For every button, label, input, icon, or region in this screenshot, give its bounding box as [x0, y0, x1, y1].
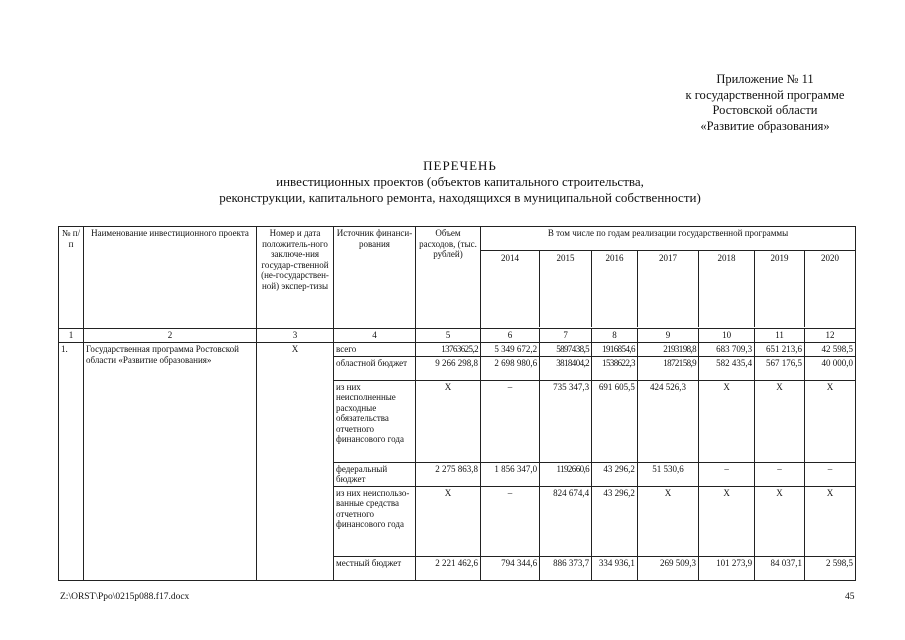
row-year-value: 43 296,2 [592, 462, 638, 486]
row-source: федеральный бюджет [334, 462, 416, 486]
column-number: 2 [84, 329, 257, 343]
project-number: 1. [59, 343, 84, 581]
row-year-value: Х [805, 380, 856, 462]
header-years-group [481, 227, 856, 329]
column-number: 7 [540, 329, 592, 343]
column-number: 6 [481, 329, 540, 343]
row-year-value: 2 598,5 [805, 556, 856, 580]
appendix-line: Ростовской области [712, 103, 818, 117]
footer-page-number: 45 [845, 592, 855, 602]
header-years-caption: В том числе по годам реализации государственной программы [481, 227, 855, 251]
header-year: 2015 [540, 251, 592, 327]
project-name: Государственная программа Ростовской области «Развитие образования» [84, 343, 257, 581]
footer-file-path: Z:\ORST\Ppo\0215p088.f17.docx [60, 592, 190, 602]
appendix-line: «Развитие образования» [700, 118, 830, 133]
row-year-value: 651 213,6 [755, 343, 805, 357]
row-year-value: 1872158,9 [637, 356, 698, 380]
column-number: 9 [637, 329, 698, 343]
row-volume: 2 275 863,8 [416, 462, 481, 486]
row-volume: Х [416, 486, 481, 556]
row-year-value: 691 605,5 [592, 380, 638, 462]
column-number: 4 [334, 329, 416, 343]
row-source: областной бюджет [334, 356, 416, 380]
column-number: 3 [257, 329, 334, 343]
row-volume: 9 266 298,8 [416, 356, 481, 380]
row-year-value: 40 000,0 [805, 356, 856, 380]
row-year-value: 2193198,8 [637, 343, 698, 357]
row-year-value: 269 509,3 [637, 556, 698, 580]
row-year-value: 582 435,4 [699, 356, 755, 380]
row-source: из них неисполненные расходные обязательства отчетного финансового года [334, 380, 416, 462]
appendix-line: Приложение № 11 [716, 72, 814, 86]
row-year-value: 1538622,3 [592, 356, 638, 380]
row-year-value: Х [699, 380, 755, 462]
header-year: 2014 [481, 251, 540, 327]
row-year-value: 43 296,2 [592, 486, 638, 556]
column-number: 11 [755, 329, 805, 343]
header-years-row [481, 251, 855, 327]
row-year-value: 424 526,3 [637, 380, 698, 462]
row-year-value: 567 176,5 [755, 356, 805, 380]
header-name: Наименование инвестиционного проекта [84, 227, 257, 329]
title-line: инвестиционных проектов (объектов капитального строительства, [276, 174, 644, 189]
row-year-value: 735 347,3 [540, 380, 592, 462]
row-year-value: Х [805, 486, 856, 556]
header-expertise: Номер и дата положитель-ного заключе-ния государ-ственной (не-государствен-ной) экспер-тизы [257, 227, 334, 329]
row-year-value: 683 709,3 [699, 343, 755, 357]
row-year-value: 3818404,2 [540, 356, 592, 380]
header-year: 2016 [592, 251, 638, 327]
header-year: 2019 [755, 251, 805, 327]
header-year: 2018 [699, 251, 755, 327]
row-year-value: Х [755, 380, 805, 462]
row-year-value: – [805, 462, 856, 486]
row-year-value: 794 344,6 [481, 556, 540, 580]
row-year-value: – [481, 486, 540, 556]
header-source: Источник финанси-рования [334, 227, 416, 329]
row-source: всего [334, 343, 416, 357]
appendix-header [620, 72, 905, 134]
header-year: 2017 [638, 251, 699, 327]
header-volume: Объем расходов, (тыс. рублей) [416, 227, 481, 329]
row-year-value: – [481, 380, 540, 462]
row-year-value: – [699, 462, 755, 486]
row-year-value: 51 530,6 [637, 462, 698, 486]
row-year-value: 84 037,1 [755, 556, 805, 580]
row-year-value: 824 674,4 [540, 486, 592, 556]
table-row [59, 343, 856, 357]
row-year-value: 101 273,9 [699, 556, 755, 580]
column-number: 10 [699, 329, 755, 343]
row-volume: 13763625,2 [416, 343, 481, 357]
title-line: реконструкции, капитального ремонта, находящихся в муниципальной собственности) [219, 190, 701, 205]
column-number: 1 [59, 329, 84, 343]
project-expertise: Х [257, 343, 334, 581]
column-number: 8 [592, 329, 638, 343]
row-year-value: 5897438,5 [540, 343, 592, 357]
investment-projects-table [58, 226, 856, 581]
row-year-value: 5 349 672,2 [481, 343, 540, 357]
row-year-value: Х [755, 486, 805, 556]
row-year-value: 886 373,7 [540, 556, 592, 580]
row-year-value: Х [699, 486, 755, 556]
document-title [110, 158, 810, 206]
row-year-value: 1916854,6 [592, 343, 638, 357]
row-year-value: 42 598,5 [805, 343, 856, 357]
header-num: № п/п [59, 227, 84, 329]
row-year-value: 334 936,1 [592, 556, 638, 580]
appendix-line: к государственной программе [685, 87, 845, 102]
title-line: ПЕРЕЧЕНЬ [423, 158, 497, 173]
row-year-value: – [755, 462, 805, 486]
row-year-value: 1 856 347,0 [481, 462, 540, 486]
row-volume: 2 221 462,6 [416, 556, 481, 580]
column-number-row [59, 329, 856, 343]
header-row [59, 227, 856, 329]
header-year: 2020 [821, 253, 839, 263]
row-volume: Х [416, 380, 481, 462]
column-number: 12 [805, 329, 856, 343]
row-source: из них неиспользо-ванные средства отчетного финансового года [334, 486, 416, 556]
row-source: местный бюджет [334, 556, 416, 580]
row-year-value: Х [637, 486, 698, 556]
row-year-value: 1192660,6 [540, 462, 592, 486]
row-year-value: 2 698 980,6 [481, 356, 540, 380]
column-number: 5 [416, 329, 481, 343]
